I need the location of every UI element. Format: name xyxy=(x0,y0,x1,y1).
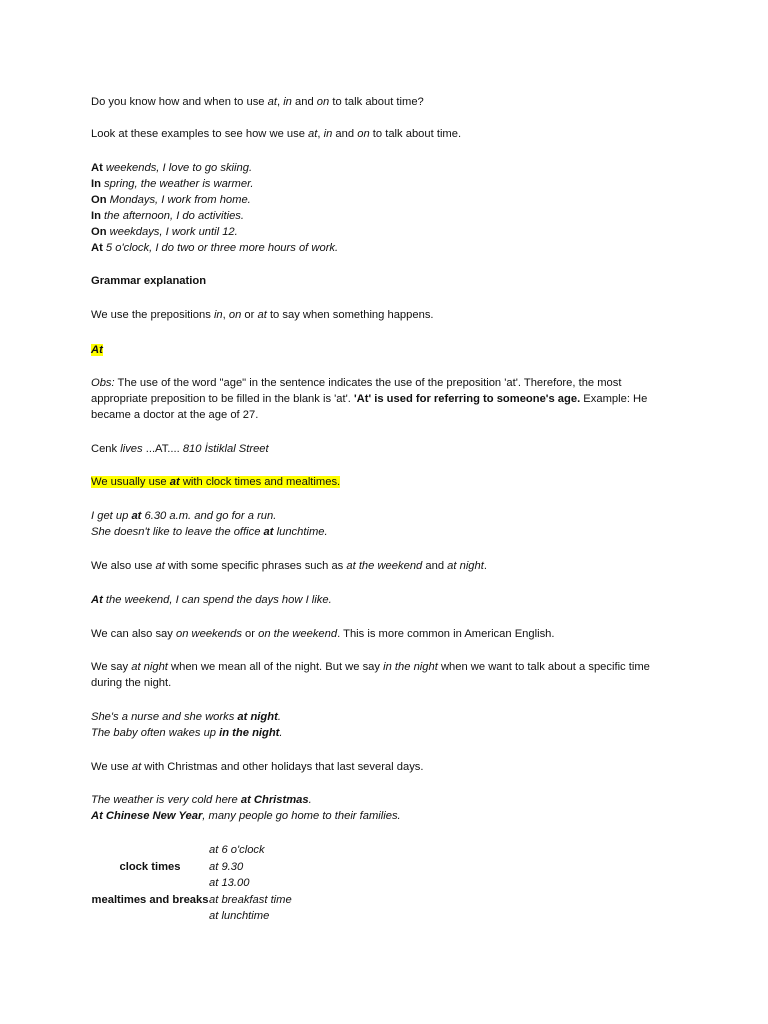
night-note: We say at night when we mean all of the night. But we say in the night when we want to talk about a specific time during the night. xyxy=(91,661,650,689)
table-row xyxy=(91,875,292,892)
holiday-examples xyxy=(91,792,681,824)
example-sentence: On Mondays, I work from home. xyxy=(91,194,251,206)
example-sentence: In spring, the weather is warmer. xyxy=(91,178,254,190)
at-usage-table xyxy=(91,842,292,925)
table-row xyxy=(91,842,292,859)
example-sentence: In the afternoon, I do activities. xyxy=(91,210,244,222)
obs-paragraph: Obs: The use of the word "age" in the sentence indicates the use of the preposition 'at'. Therefore, the most appropriate preposition to be filled in the blank is 'at'. 'At' is used for referring to someone's age. Example: He became a doctor at the age of 27. xyxy=(91,377,648,421)
table-example-cell: at 6 o'clock xyxy=(209,844,265,857)
table-example-cell: at breakfast time xyxy=(209,893,292,906)
grammar-heading: Grammar explanation xyxy=(91,275,207,287)
example-sentence: I get up at 6.30 a.m. and go for a run. xyxy=(91,510,277,522)
night-examples xyxy=(91,709,681,741)
table-row xyxy=(91,892,292,909)
table-example-cell: at 13.00 xyxy=(209,877,250,890)
clock-examples xyxy=(91,508,681,540)
table-row xyxy=(91,859,292,876)
clock-times-note: We usually use at with clock times and mealtimes. xyxy=(91,476,341,488)
weekend-example: At the weekend, I can spend the days how I like. xyxy=(91,594,332,606)
table-row xyxy=(91,908,292,925)
example-list xyxy=(91,160,681,256)
table-example-cell: at 9.30 xyxy=(209,860,244,873)
american-note: We can also say on weekends or on the weekend. This is more common in American English. xyxy=(91,628,555,640)
example-sentence: She's a nurse and she works at night. xyxy=(91,711,281,723)
example-sentence: On weekdays, I work until 12. xyxy=(91,226,238,238)
example-sentence: The weather is very cold here at Christmas. xyxy=(91,794,312,806)
christmas-note: We use at with Christmas and other holidays that last several days. xyxy=(91,761,424,773)
grammar-prepositions: We use the prepositions in, on or at to say when something happens. xyxy=(91,309,434,321)
table-category-cell: clock times xyxy=(119,860,181,873)
example-sentence: She doesn't like to leave the office at lunchtime. xyxy=(91,526,328,538)
table-category-cell xyxy=(91,842,209,859)
cenk-sentence: Cenk lives ...AT.... 810 İstiklal Street xyxy=(91,443,269,455)
table-category-cell xyxy=(91,875,209,892)
intro-question: Do you know how and when to use at, in and on to talk about time? xyxy=(91,96,424,108)
table-category-cell xyxy=(91,908,209,925)
table-category-cell: mealtimes and breaks xyxy=(91,893,209,906)
intro-look: Look at these examples to see how we use at, in and on to talk about time. xyxy=(91,128,462,140)
example-sentence: At 5 o'clock, I do two or three more hours of work. xyxy=(91,242,339,254)
phrases-note: We also use at with some specific phrases such as at the weekend and at night. xyxy=(91,560,487,572)
example-sentence: At Chinese New Year, many people go home to their families. xyxy=(91,810,401,822)
table-example-cell: at lunchtime xyxy=(209,910,270,923)
at-heading: At xyxy=(91,344,103,356)
example-sentence: At weekends, I love to go skiing. xyxy=(91,162,253,174)
example-sentence: The baby often wakes up in the night. xyxy=(91,727,283,739)
